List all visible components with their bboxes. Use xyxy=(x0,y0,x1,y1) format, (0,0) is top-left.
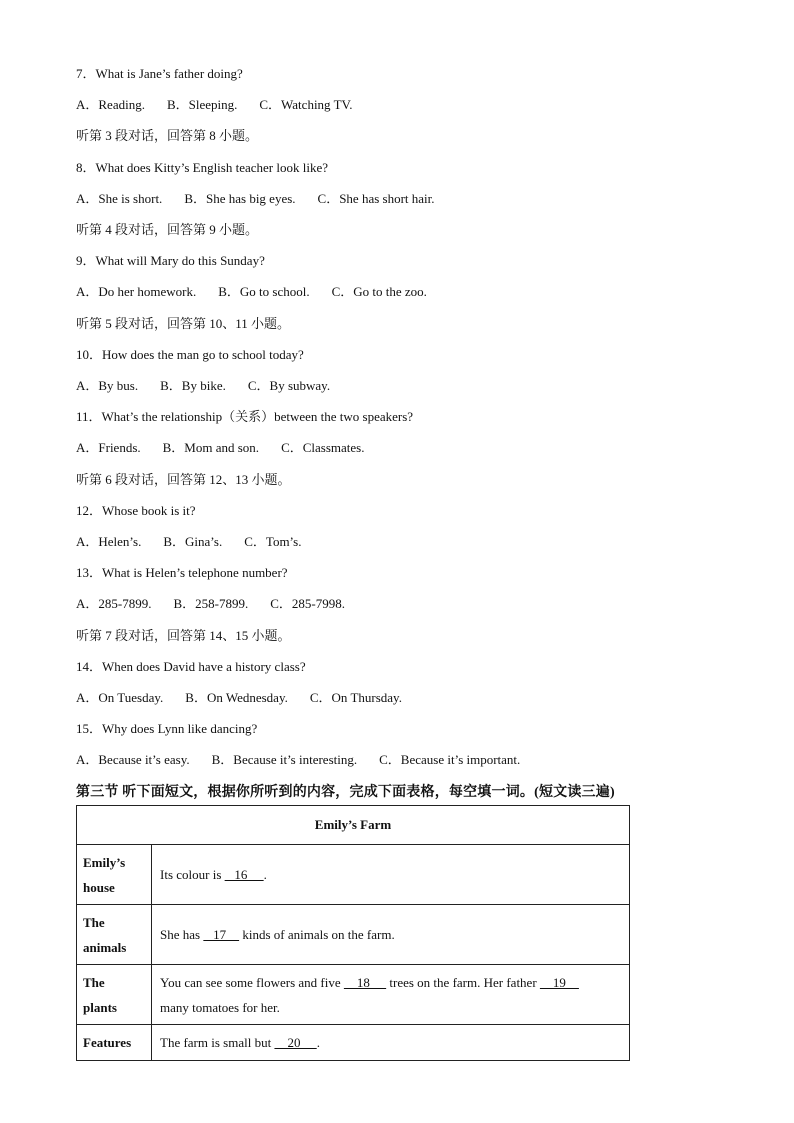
question-text: 12．Whose book is it? xyxy=(76,502,196,518)
content-text: . xyxy=(263,867,267,882)
question-text: 9．What will Mary do this Sunday? xyxy=(76,253,265,269)
answer-option-a: A．Helen’s. xyxy=(76,534,142,549)
blank-19: 19 xyxy=(539,974,579,990)
listening-instruction: 听第 6 段对话，回答第 12、13 小题。 xyxy=(76,471,291,487)
section-three-heading: 第三节 听下面短文，根据你所听到的内容，完成下面表格，每空填一词。(短文读三遍) xyxy=(76,785,615,800)
row-head-plants xyxy=(77,965,152,1025)
row-head-line2: plants xyxy=(83,999,117,1015)
row-content-plants xyxy=(152,965,630,1025)
table-row-animals xyxy=(77,905,630,965)
blank-20: 20 xyxy=(274,1035,317,1050)
table-row-house xyxy=(77,845,630,905)
question-text: 8．What does Kitty’s English teacher look like? xyxy=(76,159,328,175)
question-text: 7．What is Jane’s father doing? xyxy=(76,66,243,81)
answer-options xyxy=(76,596,345,612)
answer-option-b: B．Because it’s interesting. xyxy=(211,752,358,768)
question-text: 13．What is Helen’s telephone number? xyxy=(76,565,288,581)
answer-option-c: C．Go to the zoo. xyxy=(331,284,427,300)
table-title-row xyxy=(77,806,630,845)
answer-option-a: A．Because it’s easy. xyxy=(76,752,190,768)
answer-option-b: B．Go to school. xyxy=(218,284,310,300)
answer-option-c: C．By subway. xyxy=(247,378,331,393)
question-text: 10．How does the man go to school today? xyxy=(76,346,304,362)
table-title: Emily’s Farm xyxy=(77,806,630,845)
row-head-animals xyxy=(77,905,152,965)
answer-option-a: A．285-7899. xyxy=(76,596,152,612)
answer-option-a: A．Friends. xyxy=(76,440,141,456)
row-content-house xyxy=(152,845,630,905)
row-head-line1: Features xyxy=(83,1035,132,1050)
row-content-features xyxy=(152,1025,630,1061)
table-row-plants xyxy=(77,965,630,1025)
question-text: 14．When does David have a history class? xyxy=(76,658,306,674)
content-text: She has xyxy=(160,927,204,942)
answer-option-c: C．Classmates. xyxy=(281,440,365,456)
question-text: 15．Why does Lynn like dancing? xyxy=(76,721,258,737)
answer-option-c: C．She has short hair. xyxy=(317,190,435,206)
blank-18: 18 xyxy=(343,974,387,990)
row-head-line1: The xyxy=(83,914,105,930)
answer-option-b: B．By bike. xyxy=(160,378,226,393)
row-head-house xyxy=(77,845,152,905)
answer-options xyxy=(76,284,427,300)
answer-option-b: B．She has big eyes. xyxy=(184,190,296,206)
listening-instruction: 听第 4 段对话，回答第 9 小题。 xyxy=(76,222,259,237)
answer-option-c: C．Tom’s. xyxy=(244,534,302,549)
row-head-line2: house xyxy=(83,879,115,895)
blank-16: 16 xyxy=(224,867,264,882)
answer-option-a: A．By bus. xyxy=(76,378,139,393)
answer-options xyxy=(76,378,330,394)
answer-options xyxy=(76,97,352,113)
row-head-features xyxy=(77,1025,152,1061)
emily-farm-table xyxy=(76,805,630,1061)
answer-option-b: B．Gina’s. xyxy=(163,534,223,549)
content-text: The farm is small but xyxy=(160,1035,275,1050)
answer-option-c: C．Because it’s important. xyxy=(379,752,521,768)
answer-options xyxy=(76,440,364,456)
listening-instruction: 听第 5 段对话，回答第 10、11 小题。 xyxy=(76,315,291,331)
answer-option-b: B．258-7899. xyxy=(173,596,249,612)
row-head-line1: Emily’s xyxy=(83,854,126,870)
row-head-line2: animals xyxy=(83,939,127,955)
answer-option-b: B．Sleeping. xyxy=(166,97,238,113)
content-text: Its colour is xyxy=(160,867,225,882)
question-text: 11．What’s the relationship（关系）between the two speakers? xyxy=(76,409,414,425)
blank-17: 17 xyxy=(203,927,240,942)
row-head-line1: The xyxy=(83,974,105,990)
row-content-animals xyxy=(152,905,630,965)
answer-options xyxy=(76,534,301,550)
answer-option-c: C．285-7998. xyxy=(270,596,345,612)
content-text: . xyxy=(316,1035,320,1050)
table-row-features xyxy=(77,1025,630,1061)
answer-option-a: A．She is short. xyxy=(76,190,163,206)
content-text: many tomatoes for her. xyxy=(160,999,280,1015)
answer-option-a: A．Do her homework. xyxy=(76,284,197,300)
listening-instruction: 听第 7 段对话，回答第 14、15 小题。 xyxy=(76,627,291,643)
content-text: trees on the farm. Her father xyxy=(386,974,540,990)
answer-option-a: A．On Tuesday. xyxy=(76,690,164,705)
listening-instruction: 听第 3 段对话，回答第 8 小题。 xyxy=(76,128,259,144)
answer-option-a: A．Reading. xyxy=(76,97,145,113)
answer-option-b: B．On Wednesday. xyxy=(185,690,288,705)
answer-option-c: C．On Thursday. xyxy=(309,690,402,705)
answer-options xyxy=(76,690,402,706)
content-text: You can see some flowers and five xyxy=(160,974,344,990)
content-text: kinds of animals on the farm. xyxy=(239,927,395,942)
answer-options xyxy=(76,191,435,207)
answer-option-c: C．Watching TV. xyxy=(259,97,353,113)
answer-option-b: B．Mom and son. xyxy=(162,440,260,456)
answer-options xyxy=(76,752,520,768)
